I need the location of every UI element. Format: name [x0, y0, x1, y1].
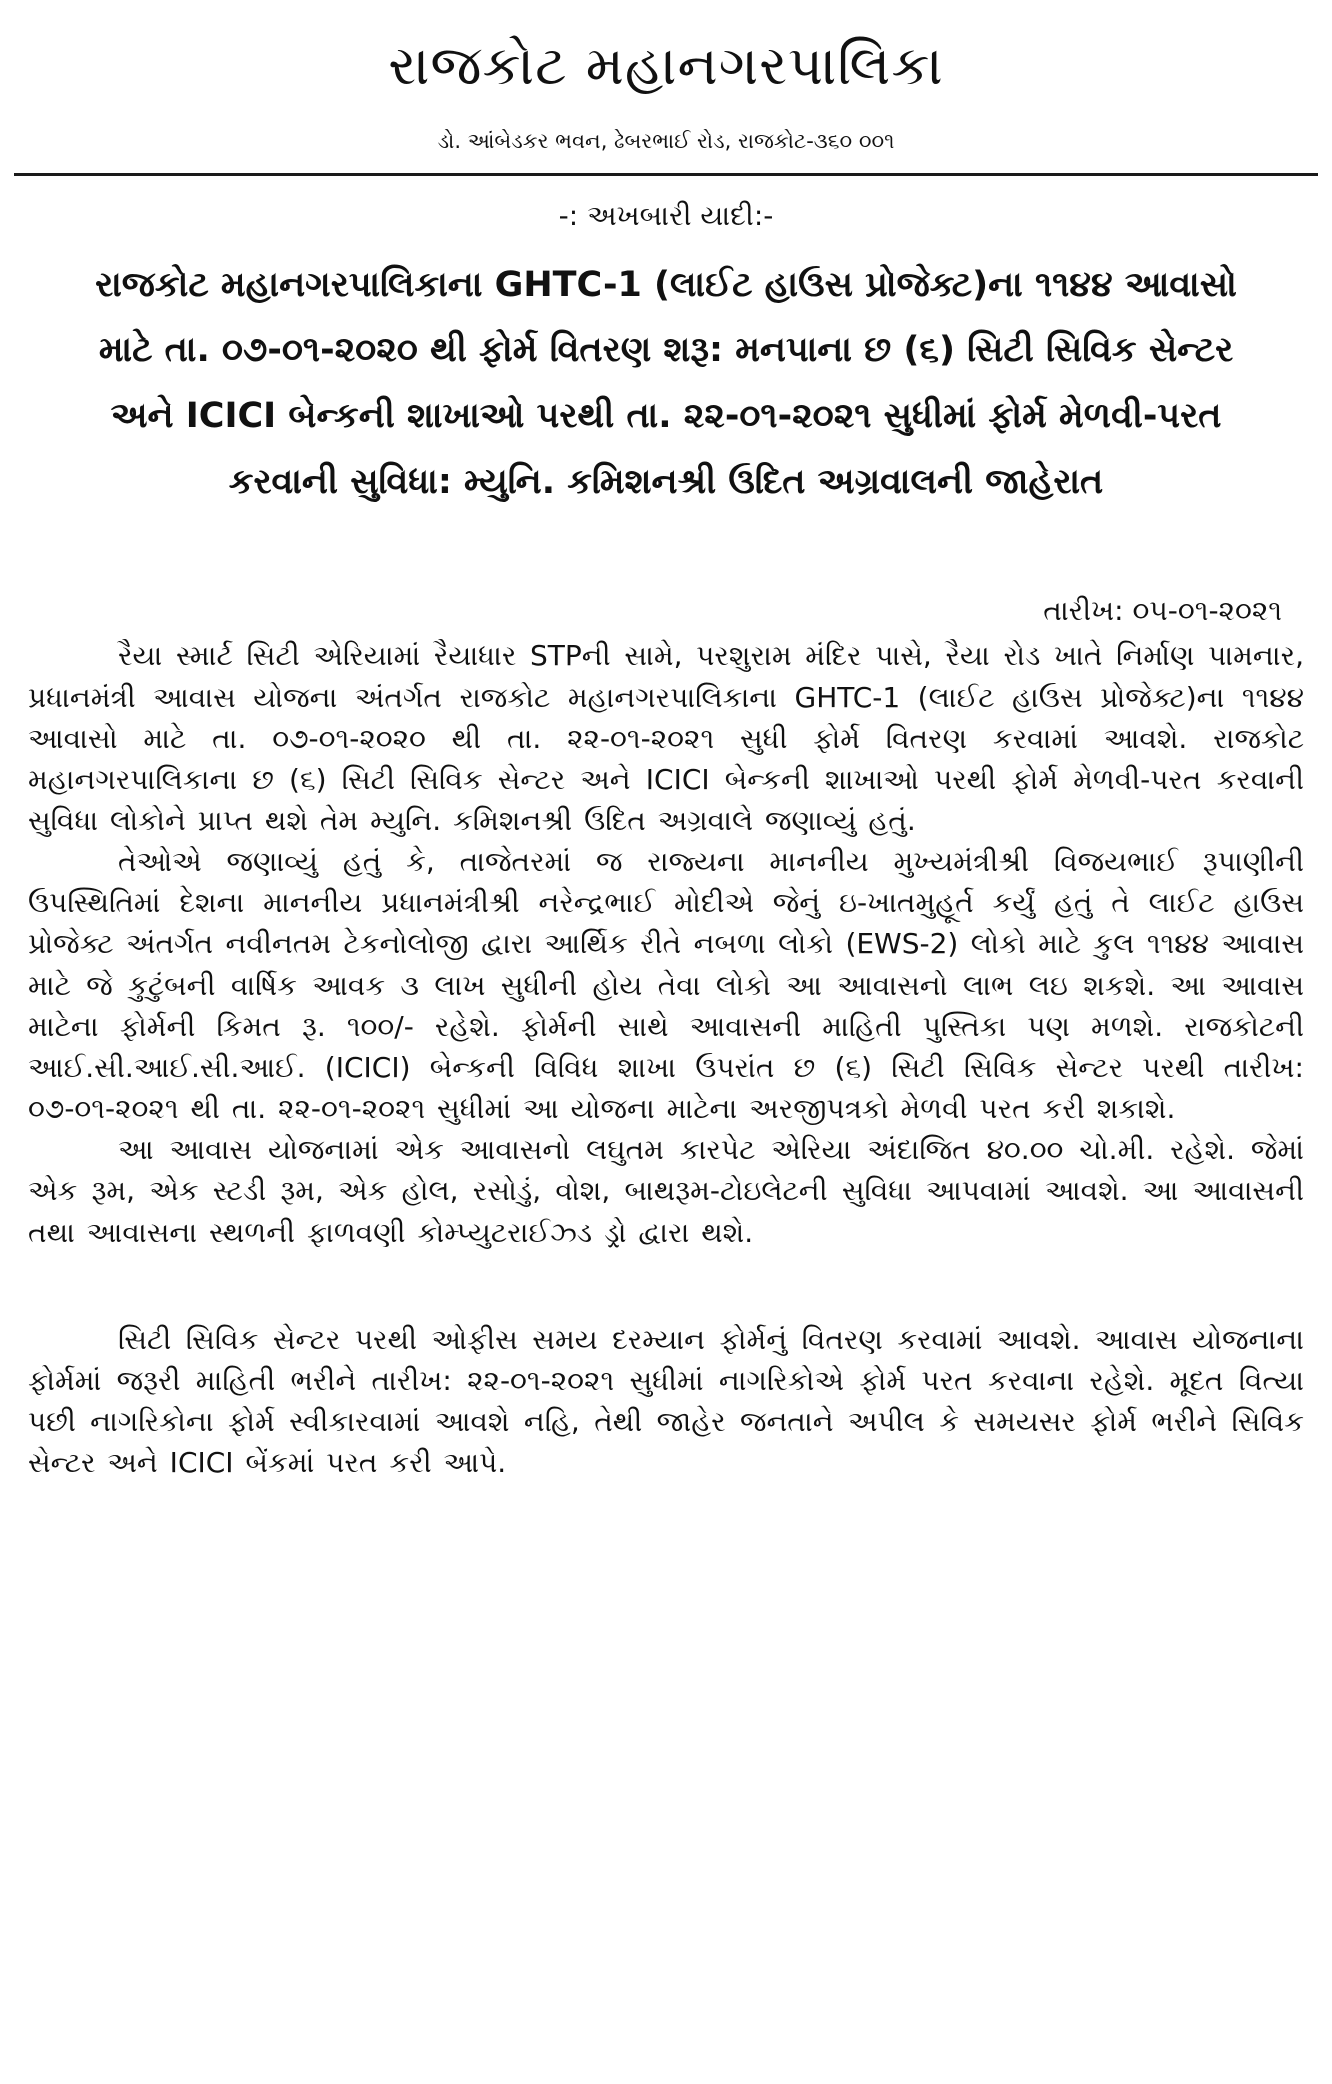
- body-paragraph-3: આ આવાસ યોજનામાં એક આવાસનો લઘુતમ કારપેટ એરિયા અંદાજિત ૪૦.૦૦ ચો.મી. રહેશે. જેમાં એક રૂમ, એક સ્ટડી રૂમ, એક હોલ, રસોડું, વોશ, બાથરૂમ-ટોઇલેટની સુવિધા આપવામાં આવશે. આ આવાસની તથા આવાસના સ્થળની ફાળવણી કોમ્પ્યુટરાઈઝ્ડ ડ્રો દ્વારા થશે.: [28, 1133, 1304, 1249]
- press-release-page: [0, 36, 1332, 2084]
- body-paragraph-4: સિટી સિવિક સેન્ટર પરથી ઓફીસ સમય દરમ્યાન ફોર્મનું વિતરણ કરવામાં આવશે. આવાસ યોજનાના ફોર્મમાં જરૂરી માહિતી ભરીને તારીખ: ૨૨-૦૧-૨૦૨૧ સુધીમાં નાગરિકોએ ફોર્મ પરત કરવાના રહેશે. મૂદત વિત્યા પછી નાગરિકોના ફોર્મ સ્વીકારવામાં આવશે નહિ, તેથી જાહેર જનતાને અપીલ કે સમયસર ફોર્મ ભરીને સિવિક સેન્ટર અને ICICI બેંકમાં પરત કરી આપે.: [28, 1322, 1304, 1480]
- release-date: તારીખ: ૦૫-૦૧-૨૦૨૧: [1043, 593, 1282, 627]
- press-release-label: -: અખબારી યાદી:-: [558, 198, 774, 232]
- press-release-headline: રાજકોટ મહાનગરપાલિકાના GHTC-1 (લાઈટ હાઉસ પ્રોજેક્ટ)ના ૧૧૪૪ આવાસો માટે તા. ૦૭-૦૧-૨૦૨૦ થી ફોર્મ વિતરણ શરૂ: મનપાના છ (૬) સિટી સિવિક સેન્ટર અને ICICI બેન્કની શાખાઓ પરથી તા. ૨૨-૦૧-૨૦૨૧ સુધીમાં ફોર્મ મેળવી-પરત કરવાની સુવિધા: મ્યુનિ. કમિશનશ્રી ઉદિત અગ્રવાલની જાહેરાત: [95, 264, 1237, 502]
- letterhead-divider: [14, 173, 1318, 176]
- body-paragraph-1: રૈયા સ્માર્ટ સિટી એરિયામાં રૈયાધાર STPની સામે, પરશુરામ મંદિર પાસે, રૈયા રોડ ખાતે નિર્માણ પામનાર, પ્રધાનમંત્રી આવાસ યોજના અંતર્ગત રાજકોટ મહાનગરપાલિકાના GHTC-1 (લાઈટ હાઉસ પ્રોજેક્ટ)ના ૧૧૪૪ આવાસો માટે તા. ૦૭-૦૧-૨૦૨૦ થી તા. ૨૨-૦૧-૨૦૨૧ સુધી ફોર્મ વિતરણ કરવામાં આવશે. રાજકોટ મહાનગરપાલિકાના છ (૬) સિટી સિવિક સેન્ટર અને ICICI બેન્કની શાખાઓ પરથી ફોર્મ મેળવી-પરત કરવાની સુવિધા લોકોને પ્રાપ્ત થશે તેમ મ્યુનિ. કમિશનશ્રી ઉદિત અગ્રવાલે જણાવ્યું હતું.: [28, 639, 1304, 837]
- body-paragraph-2: તેઓએ જણાવ્યું હતું કે, તાજેતરમાં જ રાજ્યના માનનીય મુખ્યમંત્રીશ્રી વિજયભાઈ રૂપાણીની ઉપસ્થિતિમાં દેશના માનનીય પ્રધાનમંત્રીશ્રી નરેન્દ્રભાઈ મોદીએ જેનું ઇ-ખાતમુહૂર્ત કર્યું હતું તે લાઈટ હાઉસ પ્રોજેક્ટ અંતર્ગત નવીનતમ ટેકનોલોજી દ્વારા આર્થિક રીતે નબળા લોકો (EWS-2) લોકો માટે કુલ ૧૧૪૪ આવાસ માટે જે કુટુંબની વાર્ષિક આવક ૩ લાખ સુધીની હોય તેવા લોકો આ આવાસનો લાભ લઇ શકશે. આ આવાસ માટેના ફોર્મની કિમત રૂ. ૧૦૦/- રહેશે. ફોર્મની સાથે આવાસની માહિતી પુસ્તિકા પણ મળશે. રાજકોટની આઈ.સી.આઈ.સી.આઈ. (ICICI) બેન્કની વિવિધ શાખા ઉપરાંત છ (૬) સિટી સિવિક સેન્ટર પરથી તારીખ: ૦૭-૦૧-૨૦૨૧ થી તા. ૨૨-૦૧-૨૦૨૧ સુધીમાં આ યોજના માટેના અરજીપત્રકો મેળવી પરત કરી શકાશે.: [28, 845, 1304, 1126]
- organization-address: ડો. આંબેડકર ભવન, ઢેબરભાઈ રોડ, રાજકોટ-૩૬૦ ૦૦૧: [437, 129, 895, 154]
- organization-title: રાજકોટ મહાનગરપાલિકા: [388, 34, 944, 97]
